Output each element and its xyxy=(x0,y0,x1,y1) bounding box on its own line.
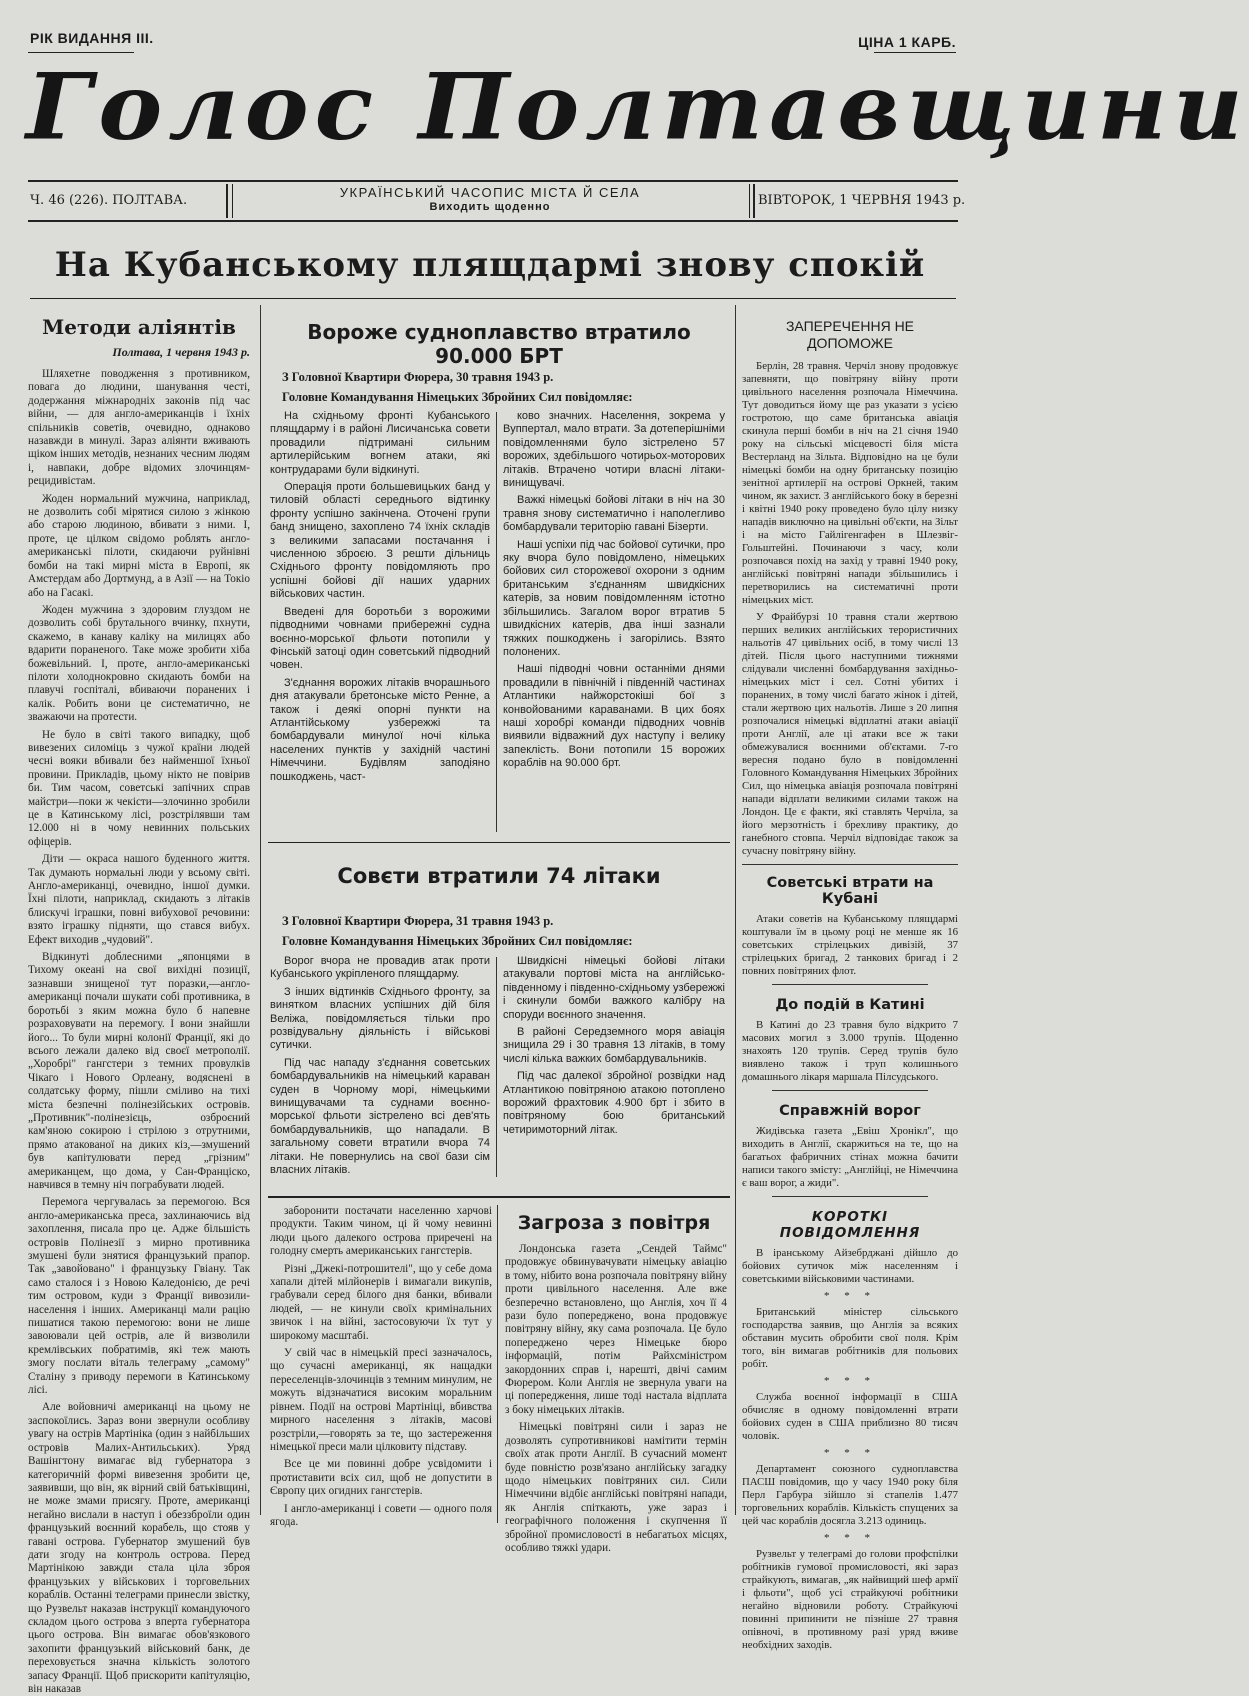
paragraph: Жоден мужчина з здоровим глуздом не дозволить собі брутального вчинку, пхнути, скажемо, в канаву каліку на милицях або вдарити пораненого. Таке може зробити хіба божевільний. І, проте, англо-американські пілоти холоднокровно скидають бомби на плавучі госпіталі, вбиваючи поранених і калік. Робить вони це систематично, не зважаючи на протести. xyxy=(28,603,250,724)
divider xyxy=(749,184,750,218)
column-rule xyxy=(496,957,497,1177)
center-article-title: Вороже судноплавство втратило 90.000 БРТ xyxy=(307,320,691,368)
denial-body xyxy=(742,360,958,858)
kuban-losses-body xyxy=(742,913,958,978)
paragraph: ково значних. Населення, зокрема у Вуппертал, мало втрати. За дотеперішніми повідомленнями було зістрелено 57 ворожих, здебільшого чотирьох-моторових літаків. Втрачено чотири власні літаки-винищувачі. xyxy=(503,410,725,490)
divider xyxy=(772,1196,928,1197)
brief-item: Департамент союзного судноплавства ПАСШ повідомив, що у часу 1940 року біля Перл Гарбура зійшло зі стапелів 1.477 торговельних кораблів. Кількість спущених за цей час кораблів досягла 3.213 одиниць. xyxy=(742,1463,958,1527)
masthead-title: Голос Полтавщини xyxy=(26,52,1249,161)
issue-date: ВІВТОРОК, 1 ЧЕРВНЯ 1943 р. xyxy=(758,193,966,208)
divider xyxy=(268,1196,730,1198)
column-rule xyxy=(497,1205,498,1523)
main-headline: На Кубанському плящдармі знову спокій xyxy=(54,245,926,285)
paragraph: Під час далекої збройної розвідки над Атлантикою повітряною атакою потоплено ворожий фрахтовик 4.900 брт і збито в повітряному бою британський четиримоторний літак. xyxy=(503,1070,725,1136)
paragraph: Атаки советів на Кубанському плящдармі коштували їм в цьому році не менше як 16 советських стрілецьких дивізій, 37 стрілецьких бригад, 2 танкових бригад і 2 повних повітряних флот. xyxy=(742,913,958,977)
divider xyxy=(28,220,958,222)
column-rule xyxy=(496,412,497,832)
paragraph: Важкі німецькі бойові літаки в ніч на 30 травня знову систематично і наполегливо бомбардували територію гавані Бізерти. xyxy=(503,494,725,534)
center-col-1 xyxy=(270,410,490,835)
center-col-4 xyxy=(503,955,725,1180)
paragraph: Різні „Джекі-потрошителі", що у себе дома хапали дітей мілйонерів і вимагали викупів, грабували серед білого дня банки, вбивали людей, — не кинули своїх кримінальних звичок і на війні, застосовуючи їх тут у широкому масштабі. xyxy=(270,1262,492,1342)
paragraph: Наші успіхи під час бойової сутички, про яку вчора було повідомлено, німецьких бойових сил сторожевої охорони з одним британським з'єднанням швидкісних катерів, за новим повідомленням істотно збільшились. Загалом ворог втратив 5 швидкісних катерів, два інші зазнали тяжких пошкоджень і загорілись. Взято полонених. xyxy=(503,538,725,658)
paragraph: Під час нападу з'єднання советських бомбардувальників на німецький караван суден в Чорному морі, німецькими винищувачами та суднами воєнно-морської фльоти зістрелено всі дев'ять бомбардувальників, що нападали. В загальному совети втратили вчора 74 літаки. Не повернулись на свої бази сім власних літаків. xyxy=(270,1056,490,1177)
divider xyxy=(232,184,233,218)
paragraph: Введені для боротьби з ворожими підводними човнами прибережні судна воєнно-морської фльоти потопили у Фінській затоці один советський підводний човен. xyxy=(270,605,490,672)
paragraph: Шляхетне поводження з противником, повага до людини, шанування честі, додержання міжнародніх законів під час війни, — для англо-американців і їхніх спільників советів, очевидно, однаково назавжди в минулі. Зараз аліянти вживають щіком інших методів, незнаних чесним людям і, навпаки, добре відомих злочинцям-рецидивістам. xyxy=(28,368,250,488)
paragraph: Операція проти большевицьких банд у тиловій області середнього відтинку фронту успішно закінчена. Оточені групи банд знищено, захоплено 74 їхніх складів з великими запасами постачання і численною зброєю. З решти дільниць Східнього фронту повідомляють про успішні бойові дії наших ударних військових частин. xyxy=(270,481,490,601)
divider xyxy=(772,1090,928,1091)
paragraph: Діти — окраса нашого буденного життя. Так думають нормальні люди у всьому світі. Англо-американці, очевидно, іншої думки. Їхні пілоти, наприклад, скидають з літаків блискучі іграшки, повні вибухової речовини: взято іграшку підняти, що стався вибух. Ефект виходив „чудовий". xyxy=(28,853,250,946)
paragraph: І англо-американці і совети — одного поля ягода. xyxy=(270,1502,492,1528)
divider xyxy=(268,842,730,843)
divider xyxy=(226,184,228,218)
left-dateline: Полтава, 1 червня 1943 р. xyxy=(112,345,250,359)
paragraph: Ворог вчора не провадив атак проти Кубанського укріпленого плящдарму. xyxy=(270,955,490,981)
paragraph: У свій час в німецькій пресі зазначалось, що сучасні американці, як нащадки переселенців-злочинців з темним минулим, не можуть відзначатися високим моральним рівнем. Події на острові Мартініці, вбивства мирного населення з літаків, масові розстріли,—говорять за те, що застереження німецької преси мали цілковиту підставу. xyxy=(270,1347,492,1453)
air-threat-title: Загроза з повітря xyxy=(517,1212,711,1234)
paragraph: Берлін, 28 травня. Черчіл знову продовжує запевняти, що повітряну війну проти цивільного населення розпочала Німеччина. Тут доводиться йому ще раз указати з усією гостротою, що саме британська авіація скинула перші бомби в ніч на 21 січня 1940 року на сільські місцевості біля міста Вестерланд на Зільта. Відповідно на це були німецькі бомби на одну британську позицію зенітної артилерії на острові Оркней, таким чином, як захист. З англійського боку в березні і квітні 1940 року проведено було цілу низку нападів виключно на цивільні об'єкти, на Зільт і на місто Гайлігенгафен в Шлезвіг-Гольштейні. Починаючи з часу, коли розпочався похід на захід у травні 1940 року, англійські повітряні напади збільшились і перетворились на систематичні проти німецьких міст. xyxy=(742,360,958,606)
divider xyxy=(28,180,958,182)
kuban-losses-title: Советські втрати на Кубані xyxy=(766,875,934,907)
column-rule xyxy=(260,305,261,1515)
denial-title: ЗАПЕРЕЧЕННЯ НЕ ДОПОМОЖЕ xyxy=(785,318,915,351)
paragraph: Жидівська газета „Евіш Хронікл", що виходить в Англії, скаржиться на те, що на багатьох фабричних стінах можна бачити написи такого змісту: „Англійці, не Німеччина є ваш ворог, а жиди". xyxy=(742,1125,958,1189)
center-col-2 xyxy=(503,410,725,835)
paragraph: У Фрайбурзі 10 травня стали жертвою перших великих англійських терористичних нальотів 47 цивільних осіб, в тому числі 13 дітей. Після цього наступними тижнями слідували численні бомбардування західньо-німецьких міст і сел. Сотні убитих і поранених, в тому числі багато жінок і дітей, стали жертвою цих нальотів. Лише з 20 липня розпочалися німецькі відплатні атаки авіації проти Англії, але ці атаки все ж таки обмежувалися воєнними об'єктами. 7-го вересня подано було в повідомленні Головного Командування Німецьких Збройних Сил, що німецька авіація розпочала повітряні напади відплати великими силами також на Лондон. Це є факти, які ставлять Черчіла, за його мерзотність і брехливу практику, до ганебного стовпа. Черчіл відповідає також за сучасну повітряну війну. xyxy=(742,611,958,857)
stars-separator: * * * xyxy=(824,1290,876,1302)
brief-item: Рузвельт у телеграмі до голови профспілки робітників гумової промисловості, які зараз страйкують, вимагав, „як найвищий шеф армії і фльоти", щоб усі страйкуючі робітники негайно відновили роботу. Страйкуючі повинні припинити не пізніше 27 травня опівночі, в противному разі уряд вживе необхідних заходів. xyxy=(742,1548,958,1651)
right-column xyxy=(742,318,958,1651)
paragraph: Перемога чергувалась за перемогою. Вся англо-американська преса, захлинаючись від захоплення, писала про це. Адже більшість островів Полінезії з мирно противника змушені були знятися французький прапор. Так „завойовано" і французьку Гвіану. Так само сталося і з Новою Каледонією, де речі тим островом, куди з Франції вивозили-населення і інших. Американці мали рацію пишатися такою перемогою: вони не лише завоювали цей острів, але й визволили кремлівських побратимів, які теж мають змогу послати віталь телеграму „самому" Сталіну з приводу перемоги в Катинському лісі. xyxy=(28,1196,250,1397)
paragraph: Все це ми повинні добре усвідомити і протиставити всіх сил, щоб не допустити в Європу цих огидних гангстерів. xyxy=(270,1458,492,1498)
air-threat-body xyxy=(505,1243,727,1554)
center-article-2-title: Совєти втратили 74 літаки xyxy=(337,864,661,888)
paragraph: Не було в світі такого випадку, щоб вивезених силоміць з чужої країни людей чесні вояки вбивали без найменшої їхньої провини. Прикладів, цьому нікто не повірив би. Тим часом, советські запічних справ майстри—поки ж чекісти—злочинно зробили це в Катинському лісі, розстрілявши там 12.000 ні в чому невинних польських офіцерів. xyxy=(28,728,250,848)
paragraph: Лондонська газета „Сендей Таймс" продовжує обвинувачувати німецьку авіацію в тому, нібито вона розпочала повітряну війну проти цивільного населення. Але вже безперечно встановлено, що Англія, хоч її 4 рази було попереджено, вона продовжує повітряну війну, яку сама розпочала. Це було попереджено через Німецьке бюро інформацій, потім Райхсміністром закордонних справ і, нарешті, двічі самим Фюрером. Коли Англія не звернула уваги на ці попередження, лише тоді настала відплата з боку німецьких літаків. xyxy=(505,1243,727,1416)
brief-item: Британський міністер сільського господарства заявив, що Англія за всяких обставин мусить обробити свої поля. Крім того, він вимагав робітників для польових робіт. xyxy=(742,1306,958,1370)
edition-year: РІК ВИДАННЯ ІІІ. xyxy=(30,30,154,46)
center-source: З Головної Квартири Фюрера, 30 травня 1943 р. xyxy=(282,370,554,384)
brief-item: Служба воєнної інформації в США обчисляє в одному повідомленні втрати бойових суден в США приблизно 80 тисяч чоловік. xyxy=(742,1391,958,1442)
paragraph: В Катині до 23 травня було відкрито 7 масових могил з 3.000 трупів. Щоденно знахоять 120 трупів. Серед трупів було виявлено також і труп колишнього домашнього лікаря маршала Пілсудського. xyxy=(742,1019,958,1083)
paragraph: Жоден нормальний мужчина, наприклад, не дозволить собі мірятися силою з жінкою або старою людиною, вбивати з ними. І, проте, це цілком свідомо роблять англо-американські пілоти, скидаючи руйнівні бомби на такі мирні міста в Европі, як Амстердам або Дортмунд, а в Азії — на Токіо або на Гасакі. xyxy=(28,492,250,599)
divider xyxy=(30,298,956,299)
real-enemy-body xyxy=(742,1125,958,1190)
left-article-continued xyxy=(270,1205,492,1528)
left-article xyxy=(28,315,250,1695)
center-intro-2: Головне Командування Німецьких Збройних Сил повідомляє: xyxy=(282,934,633,948)
divider xyxy=(753,184,755,218)
frequency-note: Виходить щоденно xyxy=(429,201,551,213)
paragraph: Відкинуті доблесними „японцями в Тихому океані на свої вихідні позиції, зазнавши знищеної тут поразки,—англо-американці почали шукати собі противника, в боротьбі з яким можна було б напевне розраховувати на перемогу. І вони знайшли його... То були мирні колонії Франції, які до всього лежали далеко від своєї метрополії. „Хоробрі" гангстери з темних провулків Чікаго і Нового Орлеану, водяснені в солдатську форму, пішли сміливо на тихі міста безпечні полінезійських островів. „Противник"-полінезієць, озброєний кам'яною сокирою і стрілою з отрутними, прямо атакованої на диких кіз,—змушений був капітулювати перед „грізним" американцем, що дома, у Сан-Франціско, навчився в темну ніч пограбувати людей. xyxy=(28,951,250,1191)
center-col-3 xyxy=(270,955,490,1180)
center-source-2: З Головної Квартири Фюрера, 31 травня 1943 р. xyxy=(282,914,554,928)
divider xyxy=(772,984,928,985)
divider xyxy=(742,864,958,865)
paragraph: Німецькі повітряні сили і зараз не дозволять супротивникові намітити термін своїх атак проти Англії. В сучасний момент буде повністю розв'язано англійську загадку щодо німецьких повітряних сил. Сили Німеччини відбіє англійські повітряні напади, як Англія спіткають, уже зараз і географічного положення і скупчення її збройної промисловості в небагатьох місцях, особливо тяжкі удари. xyxy=(505,1421,727,1554)
stars-separator: * * * xyxy=(824,1532,876,1544)
brief-item: В іранському Айзебрджані дійшло до бойових сутичок між населенням і советськими військовими частинами. xyxy=(742,1247,958,1285)
briefs-title: КОРОТКІ ПОВІДОМЛЕННЯ xyxy=(779,1209,921,1241)
column-rule xyxy=(735,305,736,1515)
katyn-title: До подій в Катині xyxy=(775,997,925,1013)
paragraph: Наші підводні човни останніми днями провадили в північній і південній частинах Атлантики найжорстокіші бої з конвойованими караванами. В цих боях наші хоробрі команди підводних човнів виявили відважний дух наступу і велику запеклість. Вони потопили 15 ворожих кораблів на 90.000 брт. xyxy=(503,663,725,770)
paragraph: В районі Середземного моря авіація знищила 29 і 30 травня 13 літаків, в тому числі кілька важких бомбардувальників. xyxy=(503,1026,725,1065)
price-label: ЦІНА 1 КАРБ. xyxy=(858,34,956,50)
left-article-title: Методи аліянтів xyxy=(42,315,236,339)
paragraph: На східньому фронті Кубанського плящдарму і в районі Лисичанська совети провадили підтримані сильним артилерійським вогнем атаки, які контрударами були відкинуті. xyxy=(270,410,490,476)
paragraph: заборонити постачати населенню харчові продукти. Таким чином, ці й чому невинні люди цього далекого острова приречені на голодну смерть американських гангстерів. xyxy=(270,1205,492,1258)
paragraph: Але войовничі американці на цьому не заспокоїлись. Зараз вони звернули особливу увагу на острів Мартініка (один з найбільших островів Малих-Антильських). Уряд Вашінгтону вимагає від губернатора з категоричній формі вивезення зробити це, заявивши, що він, як вірний свій батьківщині, не може змами присягу. Проте, американці негайно вислали в наступ і обеззброїли один французький воєнний корабель, що стояв у гавані острова. Губернатор змушений був дати згоду на контроль острова. Перед Мартінікою завжди стала ціла зброя французьких у військових і торговельних кораблів. Останні телеграми принесли звістку, що Рузвельт наказав інструкції командуючого складом цього острова з вперта губернатора цього острова. Він вимагає обов'язкового захопити французький військовий банк, де переховується значна кількість золотого запасу Франції. Щоб прискорити капітуляцію, він наказав xyxy=(28,1401,250,1695)
stars-separator: * * * xyxy=(824,1375,876,1387)
paper-subtitle: УКРАЇНСЬКИЙ ЧАСОПИС МІСТА Й СЕЛА xyxy=(339,185,641,200)
paragraph: З інших відтинків Східнього фронту, за винятком власних успішних дій біля Веліжа, повідомляється тільки про розвідувальну діяльність і військові сутички. xyxy=(270,985,490,1052)
issue-number: Ч. 46 (226). ПОЛТАВА. xyxy=(30,193,188,208)
katyn-body xyxy=(742,1019,958,1084)
paragraph: Швидкісні німецькі бойові літаки атакували портові міста на англійсько-південному і південно-східньому узбережжі і скинули бомби важкого калібру на споруди воєнного значення. xyxy=(503,955,725,1021)
real-enemy-title: Справжній ворог xyxy=(779,1103,921,1119)
briefs-body xyxy=(742,1247,958,1652)
center-intro: Головне Командування Німецьких Збройних Сил повідомляє: xyxy=(282,390,633,404)
left-article-body xyxy=(28,368,250,1696)
paragraph: З'єднання ворожих літаків вчорашнього дня атакували бретонське місто Ренне, а також і деякі опорні пункти на Атлантійському узбережжі та бомбардували минулої ночі кілька населених пунктів у західній частині Німеччини. Будівлям заподіяно пошкоджень, част- xyxy=(270,676,490,783)
stars-separator: * * * xyxy=(824,1447,876,1459)
